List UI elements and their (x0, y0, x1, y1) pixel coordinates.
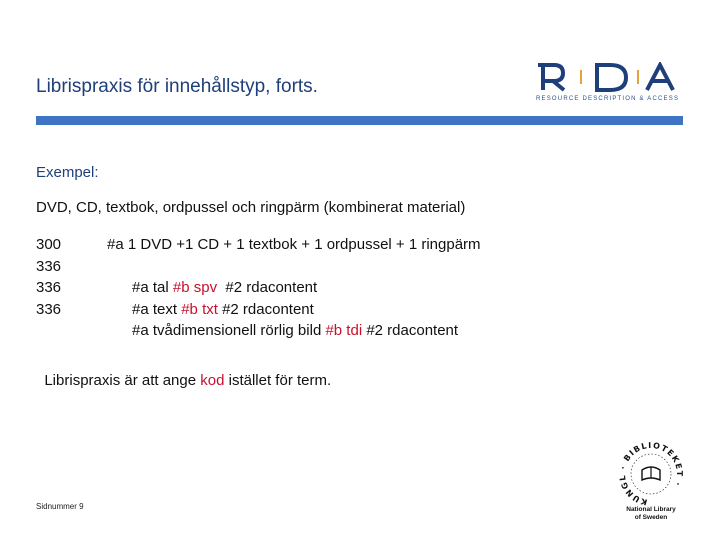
marc-field-row (36, 299, 481, 339)
marc-segment: #2 rdacontent (217, 300, 314, 318)
example-description: DVD, CD, textbok, ordpussel och ringpärm (kombinerat material) (36, 199, 466, 216)
rda-logo-subtitle: RESOURCE DESCRIPTION & ACCESS (536, 96, 680, 102)
marc-tag: 336 (36, 279, 62, 296)
marc-field-row (36, 234, 481, 256)
svg-text:KUNGL · BIBLIOTEKET ·: KUNGL · BIBLIOTEKET · (617, 440, 685, 506)
kb-logo-caption (614, 506, 688, 522)
kb-caption-line1: National Library (626, 506, 676, 513)
marc-segment: #a tal (132, 279, 173, 296)
marc-field-content (107, 234, 481, 256)
note-highlight: kod (200, 372, 225, 389)
practice-note (36, 355, 331, 389)
slide-title: Librispraxis för innehållstyp, forts. (36, 76, 318, 97)
marc-segment: #a 1 DVD +1 CD + 1 textbok + 1 ordpussel + 1 ringpärm (107, 236, 481, 253)
accent-bar (36, 116, 683, 125)
marc-segment: #a text (132, 300, 182, 318)
marc-field-content (107, 299, 459, 339)
rda-logo (534, 62, 680, 108)
marc-segment: #2 rdacontent (362, 322, 459, 339)
kb-caption-line2: of Sweden (634, 514, 668, 521)
note-text: Librispraxis är att ange (44, 372, 201, 389)
marc-field-content (107, 277, 314, 318)
marc-tag: 336 (36, 300, 62, 318)
marc-segment: #2 rdacontent (217, 279, 318, 296)
marc-field-row (36, 277, 481, 318)
marc-subfield-code: #b spv (172, 279, 218, 296)
marc-subfield-code: #b txt (181, 300, 218, 318)
marc-segment: #a tvådimensionell rörlig bild (132, 322, 326, 339)
marc-field-content (107, 256, 318, 296)
marc-tag: 300 (36, 236, 62, 253)
note-text-end: istället för term. (224, 372, 332, 389)
kb-seal-icon (614, 440, 688, 506)
marc-subfield-code: #b tdi (325, 322, 363, 339)
rda-wordmark-icon (534, 62, 676, 92)
kb-logo (614, 440, 688, 528)
marc-field-list (36, 234, 481, 339)
slide-number: Sidnummer 9 (36, 502, 84, 511)
marc-tag: 336 (36, 257, 62, 275)
example-heading: Exempel: (36, 164, 99, 181)
marc-field-row (36, 256, 481, 296)
